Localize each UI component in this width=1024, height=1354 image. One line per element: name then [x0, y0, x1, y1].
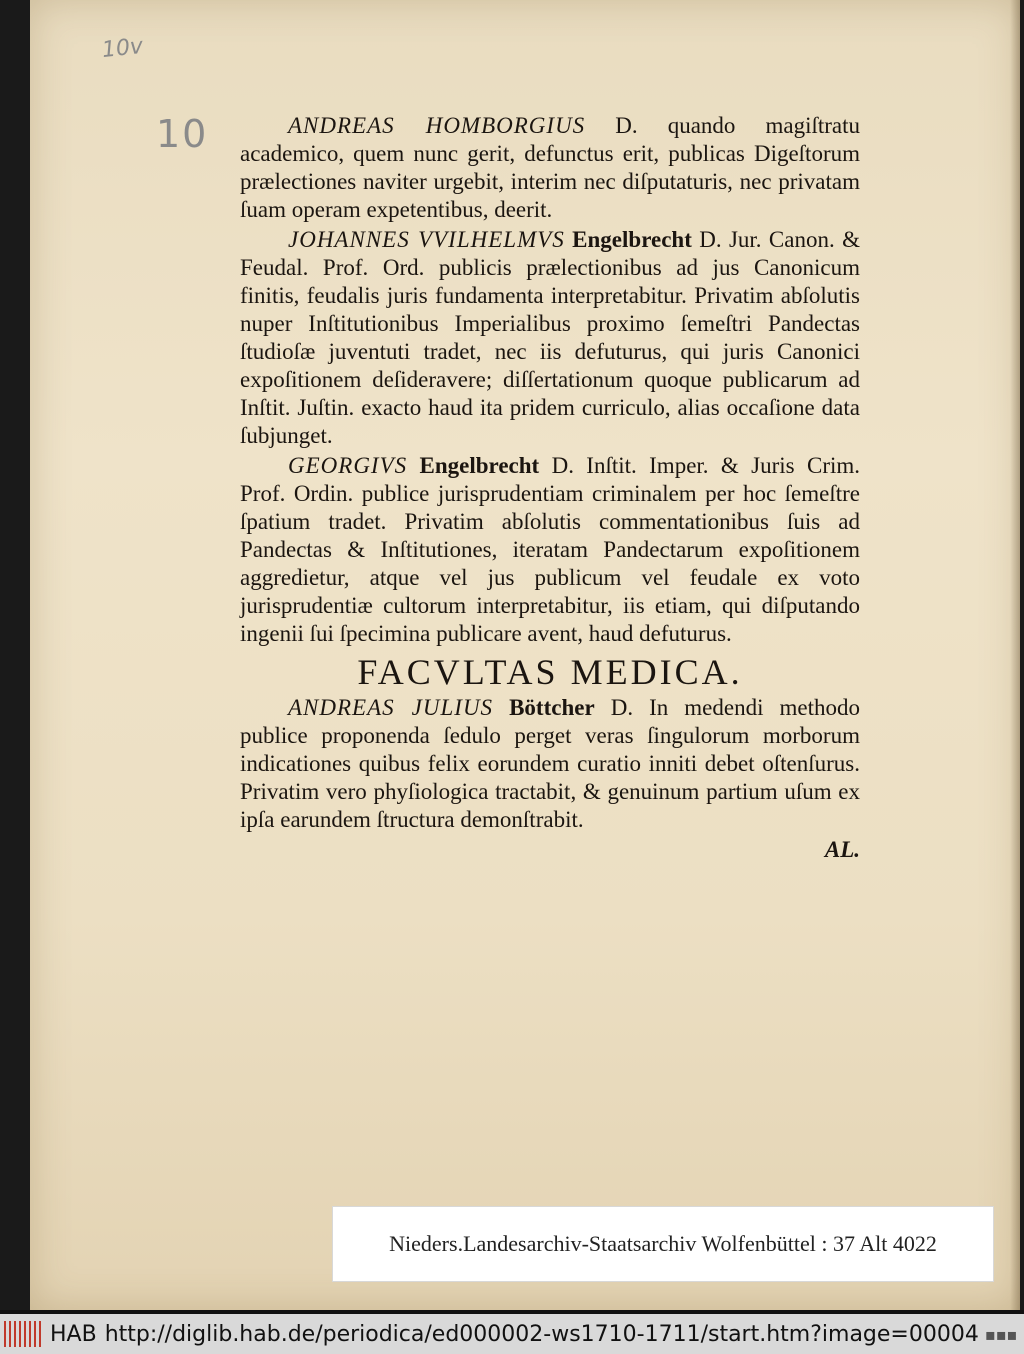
person-name: ANDREAS HOMBORGIUS	[288, 113, 586, 138]
barcode-icon	[4, 1321, 44, 1347]
archive-label: Nieders.Landesarchiv-Staatsarchiv Wolfenbüttel : 37 Alt 4022	[332, 1206, 994, 1282]
paragraph-body: D. quando magiſtratu academico, quem nunc gerit, defunctus erit, publicas Digeſtorum prælectiones naviter urgebit, interim nec diſputaturis, nec privatam ſuam operam expetentibus, deerit.	[240, 113, 860, 222]
person-surname: Engelbrecht	[419, 453, 540, 478]
paragraph-engelbrecht-johannes	[240, 226, 860, 450]
paragraph-engelbrecht-georgius	[240, 452, 860, 648]
paragraph-body: D. In medendi methodo publice proponenda ſedulo perget veras ſingulorum morborum indicationes quibus felix eorundem curatio inniti debet oſtenſurus. Privatim vero phyſiologica tractabit, & genuinum partium uſum ex ipſa earundem ſtructura demonſtrabit.	[240, 695, 860, 832]
person-surname: Böttcher	[509, 695, 595, 720]
footer-brand: HAB	[50, 1321, 97, 1347]
pencil-page-number: 10	[156, 112, 209, 156]
faculty-heading: FACVLTAS MEDICA.	[357, 652, 743, 692]
person-name: ANDREAS JULIUS	[288, 695, 494, 720]
person-name: GEORGIVS	[288, 453, 408, 478]
document-text	[240, 112, 860, 864]
more-icon[interactable]: ▪▪▪	[984, 1324, 1018, 1344]
paragraph-boettcher	[240, 694, 860, 834]
paragraph-homborgius	[240, 112, 860, 224]
paragraph-body: D. Jur. Canon. & Feudal. Prof. Ord. publicis prælectionibus ad jus Canonicum finitis, feudalis juris fundamenta interpretabitur. Privatim abſolutis nuper Inſtitutionibus Imperialibus proximo ſemeſtri Pandectas ſtudioſæ juventuti tradet, nec iis defuturus, qui juris Canonici expoſitionem deſideravere; diſſertationum quoque publicarum ad Inſtit. Juſtin. exacto haud ita pridem curriculo, alias occaſione data ſubjunget.	[240, 227, 860, 448]
person-name: JOHANNES VVILHELMVS	[288, 227, 565, 252]
viewer-footer-bar	[0, 1314, 1024, 1354]
footer-url-link[interactable]: http://diglib.hab.de/periodica/ed000002-ws1710-1711/start.htm?image=00004	[104, 1321, 979, 1347]
paragraph-body: D. Inſtit. Imper. & Juris Crim. Prof. Ordin. publice jurisprudentiam criminalem per hoc ſemeſtre ſpatium tradet. Privatim abſolutis commentationibus ſuis ad Pandectas & Inſtitutiones, iteratam Pandectarum expoſitionem aggredietur, atque vel jus publicum vel feudale ex voto jurisprudentiæ cultorum interpretabitur, iis etiam, qui diſputando ingenii ſui ſpecimina publicare avent, haud defuturus.	[240, 453, 861, 646]
person-surname: Engelbrecht	[572, 227, 692, 252]
pencil-folio-mark: 10v	[100, 33, 145, 64]
catchword: AL.	[824, 837, 860, 862]
